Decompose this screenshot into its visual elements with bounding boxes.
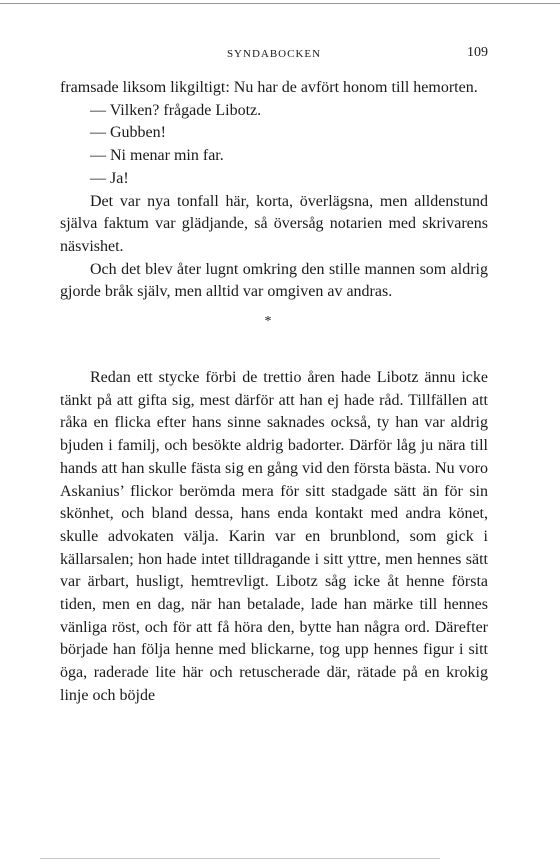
- paragraph-lugnt: Och det blev åter lugnt omkring den stille mannen som aldrig gjorde bråk själv, men alltid var omgiven av andras.: [60, 260, 488, 301]
- dialogue-line-2: — Gubben!: [90, 124, 166, 142]
- bottom-edge-rule: [40, 858, 440, 859]
- dialogue-line-3: — Ni menar min far.: [90, 147, 224, 165]
- page-number: 109: [467, 45, 488, 60]
- book-page: [60, 44, 488, 708]
- dialogue-line-4: — Ja!: [90, 169, 129, 187]
- top-edge-rule: [0, 3, 560, 4]
- paragraph-tonfall: Det var nya tonfall här, korta, överlägsna, men alldenstund själva faktum var glädjande, så översåg notarien med skrivarens näsvishet.: [60, 192, 488, 255]
- page-header: [60, 44, 488, 66]
- dialogue-line-1: — Vilken? frågade Libotz.: [90, 101, 262, 119]
- paragraph-libotz: Redan ett stycke förbi de trettio åren hade Libotz ännu icke tänkt på att gifta sig, mest därför att han ej hade råd. Tillfällen att råka en flicka efter hans sinne saknades också, ty han var aldrig bjuden i familj, och besökte aldrig badorter. Därför låg ju nära till hands att han skulle fästa sig en gång vid den första bästa. Nu voro Askanius’ flickor berömda mera för sitt stadgade sätt än för sin skönhet, och bland dessa, hans enda kontakt med andra könet, skulle advokaten välja. Karin var en brunblond, som gick i källarsalen; hon hade intet tilldragande i sitt yttre, men hennes sätt var ärbart, husligt, hemtrevligt. Libotz såg icke åt henne första tiden, men en dag, när han betalade, lade han märke till hennes vänliga röst, och för att få höra den, bytte han några ord. Därefter började han följa henne med blickarne, tog upp hennes figur i sitt öga, raderade lite här och retuscherade där, rätade på en krokig linje och böjde: [60, 369, 488, 704]
- paragraph-continued: framsade liksom likgiltigt: Nu har de avfört honom till hemorten.: [60, 79, 478, 96]
- section-separator: *: [264, 314, 272, 330]
- running-head: SYNDABOCKEN: [226, 48, 322, 60]
